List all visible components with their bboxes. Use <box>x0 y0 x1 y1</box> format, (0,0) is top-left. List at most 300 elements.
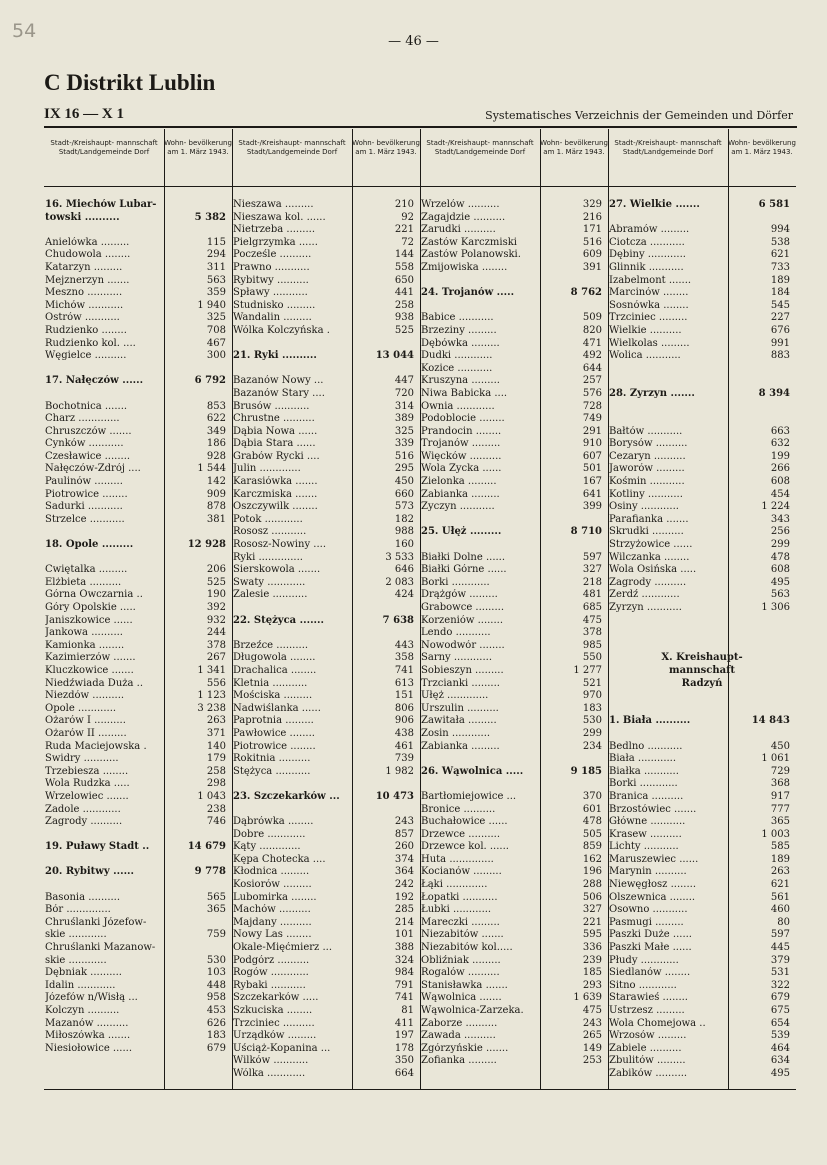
place-name: Prawno ........... <box>233 261 310 273</box>
population-value: 447 <box>394 375 414 387</box>
municipality-row <box>608 539 796 552</box>
place-name: Biała ............ <box>609 753 677 765</box>
place-name: Żabianka ......... <box>421 488 500 500</box>
place-name: Ownia ............ <box>421 400 495 412</box>
population-value: 445 <box>770 942 790 954</box>
municipality-row <box>232 929 420 942</box>
place-name: Machów .......... <box>233 904 311 916</box>
place-name: Sierskowola ....... <box>233 564 321 576</box>
place-name: Katarzyn ......... <box>45 261 123 273</box>
place-name: Trzcianki ......... <box>421 677 500 689</box>
place-name: Prandocin ........ <box>421 425 502 437</box>
population-value: 573 <box>394 501 414 513</box>
population-value: 938 <box>394 312 414 324</box>
population-value: 221 <box>394 224 414 236</box>
place-name: 25. Ułęż ......... <box>421 526 502 538</box>
population-value: 530 <box>206 954 226 966</box>
place-name: Bazanów Stary .... <box>233 387 325 399</box>
municipality-row <box>232 640 420 653</box>
municipality-row <box>420 879 608 892</box>
place-name: Oszczywilk ........ <box>233 501 318 513</box>
place-name: Julin ............. <box>233 463 301 475</box>
place-name: Idalin ............ <box>45 979 116 991</box>
header-population: Wohn- bevölkerung am 1. März 1943. <box>728 139 796 156</box>
place-name: Niwa Babicka .... <box>421 387 508 399</box>
place-name: 28. Żyrzyn ....... <box>609 387 695 399</box>
population-value: 183 <box>206 1030 226 1042</box>
population-value: 478 <box>582 816 602 828</box>
population-value: 438 <box>394 727 414 739</box>
municipality-row <box>420 640 608 653</box>
municipality-row <box>232 1030 420 1043</box>
population-value: 720 <box>394 387 414 399</box>
population-value: 227 <box>770 312 790 324</box>
municipality-row <box>232 489 420 502</box>
place-name: Izabelmont ....... <box>609 274 692 286</box>
population-value: 595 <box>582 929 602 941</box>
population-value: 1 123 <box>197 690 226 702</box>
municipality-row <box>44 350 232 363</box>
place-name: Mejznerzyn ....... <box>45 274 130 286</box>
population-value: 679 <box>770 992 790 1004</box>
place-name: Sadurki ........... <box>45 501 123 513</box>
population-value: 641 <box>582 488 602 500</box>
population-value: 505 <box>582 828 602 840</box>
population-value: 182 <box>394 513 414 525</box>
district-row <box>232 615 420 628</box>
municipality-row <box>608 766 796 779</box>
population-value: 660 <box>394 488 414 500</box>
place-name: Dąbia Nowa ...... <box>233 425 318 437</box>
place-name: Wola Chomejowa .. <box>609 1017 706 1029</box>
place-name: Kosiorów ......... <box>233 879 312 891</box>
spacer <box>232 778 420 791</box>
place-name: Marynin .......... <box>609 866 687 878</box>
population-value: 609 <box>582 249 602 261</box>
section-code: IX 16 — X 1 <box>44 106 125 122</box>
municipality-row <box>608 602 796 615</box>
municipality-row <box>420 816 608 829</box>
population-value: 365 <box>206 904 226 916</box>
municipality-row <box>44 1018 232 1031</box>
municipality-row <box>420 892 608 905</box>
place-name: Wilków ........... <box>233 1055 309 1067</box>
population-value: 664 <box>394 1067 414 1079</box>
municipality-row <box>420 401 608 414</box>
municipality-row <box>44 892 232 905</box>
municipality-row <box>608 1030 796 1043</box>
municipality-row <box>232 438 420 451</box>
place-name: Potok ............ <box>233 513 303 525</box>
place-name: Marcinów ........ <box>609 287 689 299</box>
municipality-row <box>420 929 608 942</box>
place-name: Szkuciska ........ <box>233 1005 313 1016</box>
municipality-row <box>608 929 796 942</box>
spacer <box>608 413 796 426</box>
spacer <box>232 627 420 640</box>
population-value: 379 <box>770 954 790 966</box>
municipality-row <box>232 715 420 728</box>
place-name: Bałtów ........... <box>609 425 683 437</box>
municipality-row <box>232 1043 420 1056</box>
place-name: Bochotnica ....... <box>45 400 128 412</box>
municipality-row <box>232 526 420 539</box>
place-name: Sobieszyn ......... <box>421 664 504 676</box>
place-name: Kluczkowice ....... <box>45 664 134 676</box>
place-name: Brusów ........... <box>233 400 310 412</box>
column-group <box>44 129 232 1089</box>
municipality-row <box>608 1018 796 1031</box>
population-value: 525 <box>206 576 226 588</box>
place-name: Niewęgłosz ........ <box>609 879 697 891</box>
spacer <box>608 703 796 716</box>
municipality-row <box>44 816 232 829</box>
population-value: 185 <box>582 967 602 979</box>
municipality-row <box>608 577 796 590</box>
population-value: 293 <box>582 979 602 991</box>
place-name: Białki Dolne ...... <box>421 551 506 563</box>
place-name: Chruślanki Józefow- <box>45 916 147 928</box>
place-name: Lubomirka ........ <box>233 891 317 903</box>
population-value: 221 <box>582 916 602 928</box>
population-value: 8 710 <box>570 526 602 538</box>
municipality-row <box>232 917 420 930</box>
municipality-table <box>44 129 796 1090</box>
place-name: Nadwiślanka ...... <box>233 702 321 714</box>
municipality-row <box>420 577 608 590</box>
place-name: Siedlanów ........ <box>609 967 691 979</box>
population-value: 298 <box>206 778 226 790</box>
municipality-row <box>608 829 796 842</box>
municipality-row <box>232 539 420 552</box>
population-value: 12 928 <box>187 539 226 551</box>
population-value: 149 <box>582 1042 602 1054</box>
municipality-row <box>44 489 232 502</box>
place-name: Żyrzyn ........... <box>609 602 682 613</box>
population-value: 741 <box>394 992 414 1004</box>
place-name: Trzciniec .......... <box>233 1017 315 1029</box>
place-name: Zabiele .......... <box>609 1042 682 1054</box>
population-value: 167 <box>582 476 602 488</box>
municipality-row <box>420 564 608 577</box>
population-value: 607 <box>582 450 602 462</box>
municipality-row <box>44 980 232 993</box>
population-value: 1 306 <box>761 602 790 613</box>
population-value: 197 <box>394 1030 414 1042</box>
district-row <box>608 199 796 212</box>
population-value: 399 <box>582 501 602 513</box>
place-name: Glinnik ........... <box>609 261 684 273</box>
place-name: Józefów n/Wisłą ... <box>45 992 138 1004</box>
place-name: Grabowce ......... <box>421 602 505 613</box>
municipality-row <box>420 552 608 565</box>
population-value: 92 <box>401 211 414 223</box>
district-row <box>232 791 420 804</box>
population-value: 806 <box>394 702 414 714</box>
municipality-row <box>420 312 608 325</box>
municipality-row <box>44 778 232 791</box>
population-value: 171 <box>582 224 602 236</box>
population-value: 675 <box>770 1005 790 1016</box>
population-value: 184 <box>770 287 790 299</box>
place-name: 1. Biała .......... <box>609 715 691 727</box>
spacer <box>44 829 232 842</box>
municipality-row <box>608 942 796 955</box>
rows <box>232 199 420 1081</box>
population-value: 464 <box>770 1042 790 1054</box>
population-value: 327 <box>582 564 602 576</box>
population-value: 461 <box>394 740 414 752</box>
municipality-row <box>44 728 232 741</box>
population-value: 1 003 <box>761 828 790 840</box>
place-name: Wielkolas ......... <box>609 337 690 349</box>
place-name: Trojanów ......... <box>421 438 501 450</box>
municipality-row <box>232 312 420 325</box>
place-name: Niesiołowice ...... <box>45 1042 133 1054</box>
municipality-row <box>420 1043 608 1056</box>
municipality-row <box>608 451 796 464</box>
population-value: 300 <box>206 350 226 362</box>
district-row <box>420 287 608 300</box>
population-value: 506 <box>582 891 602 903</box>
municipality-row <box>44 325 232 338</box>
municipality-row <box>44 262 232 275</box>
place-name: Ożarów II ......... <box>45 727 127 739</box>
spacer <box>608 375 796 388</box>
place-name: Pocześle .......... <box>233 249 312 261</box>
pencil-page-mark: 54 <box>12 20 37 42</box>
place-name: Żerdź ............ <box>609 589 680 601</box>
population-value: 994 <box>770 224 790 236</box>
municipality-row <box>420 199 608 212</box>
population-value: 370 <box>582 790 602 802</box>
place-name: Zawada .......... <box>421 1030 496 1042</box>
municipality-row <box>608 526 796 539</box>
municipality-row <box>608 816 796 829</box>
municipality-row <box>44 967 232 980</box>
place-name: Chruszczów ....... <box>45 425 132 437</box>
municipality-row <box>608 476 796 489</box>
municipality-row <box>232 992 420 1005</box>
place-name: Paszki Duże ...... <box>609 929 692 941</box>
population-value: 454 <box>770 488 790 500</box>
place-name: Główne ........... <box>609 816 686 828</box>
place-name: Zalesie ........... <box>233 589 308 601</box>
place-name: Kletnia ........... <box>233 677 308 689</box>
place-name: Jaworów ......... <box>609 463 685 475</box>
municipality-row <box>608 841 796 854</box>
municipality-row <box>232 652 420 665</box>
municipality-row <box>232 426 420 439</box>
municipality-row <box>44 715 232 728</box>
municipality-row <box>420 413 608 426</box>
municipality-row <box>44 602 232 615</box>
municipality-row <box>232 980 420 993</box>
spacer <box>44 879 232 892</box>
population-value: 708 <box>206 324 226 336</box>
municipality-row <box>608 741 796 754</box>
municipality-row <box>232 766 420 779</box>
municipality-row <box>420 615 608 628</box>
population-value: 314 <box>394 400 414 412</box>
population-value: 151 <box>394 690 414 702</box>
spacer <box>608 690 796 703</box>
municipality-row <box>44 627 232 640</box>
place-name: Ciotcza ........... <box>609 236 685 248</box>
place-name: Łąki ............. <box>421 879 488 891</box>
place-name: Białki Górne ...... <box>421 564 507 576</box>
population-value: 3 238 <box>197 702 226 714</box>
population-value: 325 <box>206 312 226 324</box>
place-name: 21. Ryki .......... <box>233 350 317 362</box>
place-name: Osiny ............ <box>609 501 679 513</box>
place-name: Kruszyna ......... <box>421 375 500 387</box>
municipality-row <box>420 967 608 980</box>
place-name: Babice ........... <box>421 312 494 324</box>
population-value: 7 638 <box>382 614 414 626</box>
place-name: Brzeźce .......... <box>233 639 309 651</box>
place-name: Opole ............ <box>45 702 117 714</box>
place-name: Życzyn ........... <box>421 501 495 513</box>
population-value: 601 <box>582 803 602 815</box>
place-name: Podgórz .......... <box>233 954 310 966</box>
municipality-row <box>420 866 608 879</box>
place-name: Chruślanki Mazanow- <box>45 942 156 954</box>
population-value: 265 <box>582 1030 602 1042</box>
place-name: Bartłomiejowice ... <box>421 790 517 802</box>
municipality-row <box>232 866 420 879</box>
municipality-row <box>420 942 608 955</box>
municipality-row <box>420 665 608 678</box>
place-name: Spławy ........... <box>233 287 308 299</box>
municipality-row <box>44 438 232 451</box>
municipality-row <box>608 350 796 363</box>
place-name: Karasiówka ....... <box>233 476 318 488</box>
place-name: Zarudki .......... <box>421 224 496 236</box>
municipality-row <box>420 690 608 703</box>
municipality-row <box>232 1005 420 1018</box>
place-name: Nowy Las ........ <box>233 929 312 941</box>
population-value: 178 <box>394 1042 414 1054</box>
place-name: Wola Osińska ..... <box>609 564 697 576</box>
population-value: 501 <box>582 463 602 475</box>
district-row <box>608 715 796 728</box>
place-name: Rososz-Nowiny .... <box>233 539 326 551</box>
municipality-row <box>608 904 796 917</box>
municipality-row <box>232 401 420 414</box>
municipality-row <box>608 438 796 451</box>
place-name: Lichty ........... <box>609 841 679 853</box>
population-value: 531 <box>770 967 790 979</box>
place-name: Więcków .......... <box>421 450 502 462</box>
municipality-row <box>44 929 232 942</box>
population-value: 244 <box>206 627 226 639</box>
population-value: 263 <box>206 715 226 727</box>
population-value: 509 <box>582 312 602 324</box>
population-value: 339 <box>394 438 414 450</box>
place-name: Trzciniec ......... <box>609 312 688 324</box>
municipality-row <box>420 438 608 451</box>
place-name: Zaborze .......... <box>421 1017 498 1029</box>
place-name: Dąbrówka ........ <box>233 816 314 828</box>
municipality-row <box>232 904 420 917</box>
municipality-row <box>608 249 796 262</box>
municipality-row <box>232 552 420 565</box>
place-name: Niezdów .......... <box>45 690 125 702</box>
population-value: 311 <box>206 261 226 273</box>
population-value: 189 <box>770 853 790 865</box>
population-value: 258 <box>394 299 414 311</box>
population-value: 467 <box>206 337 226 349</box>
population-value: 985 <box>582 639 602 651</box>
municipality-row <box>608 804 796 817</box>
place-name: Majdany .......... <box>233 916 312 928</box>
spacer <box>608 401 796 414</box>
spacer <box>44 363 232 376</box>
municipality-row <box>608 426 796 439</box>
municipality-row <box>420 476 608 489</box>
population-value: 364 <box>394 866 414 878</box>
place-name: Mareczki ......... <box>421 916 500 928</box>
population-value: 329 <box>582 199 602 210</box>
place-name: Długowola ........ <box>233 652 316 664</box>
population-value: 210 <box>394 199 414 210</box>
district-row <box>44 841 232 854</box>
municipality-row <box>420 728 608 741</box>
column-group <box>232 129 420 1089</box>
municipality-row <box>232 388 420 401</box>
municipality-row <box>608 312 796 325</box>
municipality-row <box>608 955 796 968</box>
spacer <box>232 363 420 376</box>
population-value: 626 <box>206 1017 226 1029</box>
place-name: Drążgów ......... <box>421 589 498 601</box>
municipality-row <box>232 275 420 288</box>
municipality-row <box>232 678 420 691</box>
header-name: Stadt-/Kreishaupt- mannschaft Stadt/Landgemeinde Dorf <box>50 139 158 156</box>
municipality-row <box>44 514 232 527</box>
population-value: 597 <box>582 551 602 563</box>
population-value: 14 679 <box>187 841 226 853</box>
place-name: Kocianów ......... <box>421 866 502 878</box>
place-name: Podoblocie ........ <box>421 413 505 425</box>
municipality-row <box>44 426 232 439</box>
municipality-row <box>232 577 420 590</box>
population-value: 1 341 <box>197 664 226 676</box>
spacer <box>608 615 796 628</box>
place-name: 19. Puławy Stadt .. <box>45 841 150 853</box>
population-value: 179 <box>206 753 226 765</box>
population-value: 162 <box>582 853 602 865</box>
population-value: 646 <box>394 564 414 576</box>
spacer <box>232 338 420 351</box>
place-name: 22. Stężyca ....... <box>233 614 324 626</box>
place-name: Zagajdzie .......... <box>421 211 506 223</box>
population-value: 883 <box>770 350 790 362</box>
population-value: 679 <box>206 1042 226 1054</box>
place-name: Meszno ........... <box>45 287 123 299</box>
spacer <box>44 224 232 237</box>
population-value: 14 843 <box>751 715 790 727</box>
population-value: 242 <box>394 879 414 891</box>
municipality-row <box>232 451 420 464</box>
population-value: 495 <box>770 1067 790 1079</box>
place-name: Bronice .......... <box>421 803 496 815</box>
municipality-row <box>420 262 608 275</box>
place-name: Rybitwy .......... <box>233 274 309 286</box>
place-name: Paulinów ......... <box>45 476 123 488</box>
municipality-row <box>44 237 232 250</box>
